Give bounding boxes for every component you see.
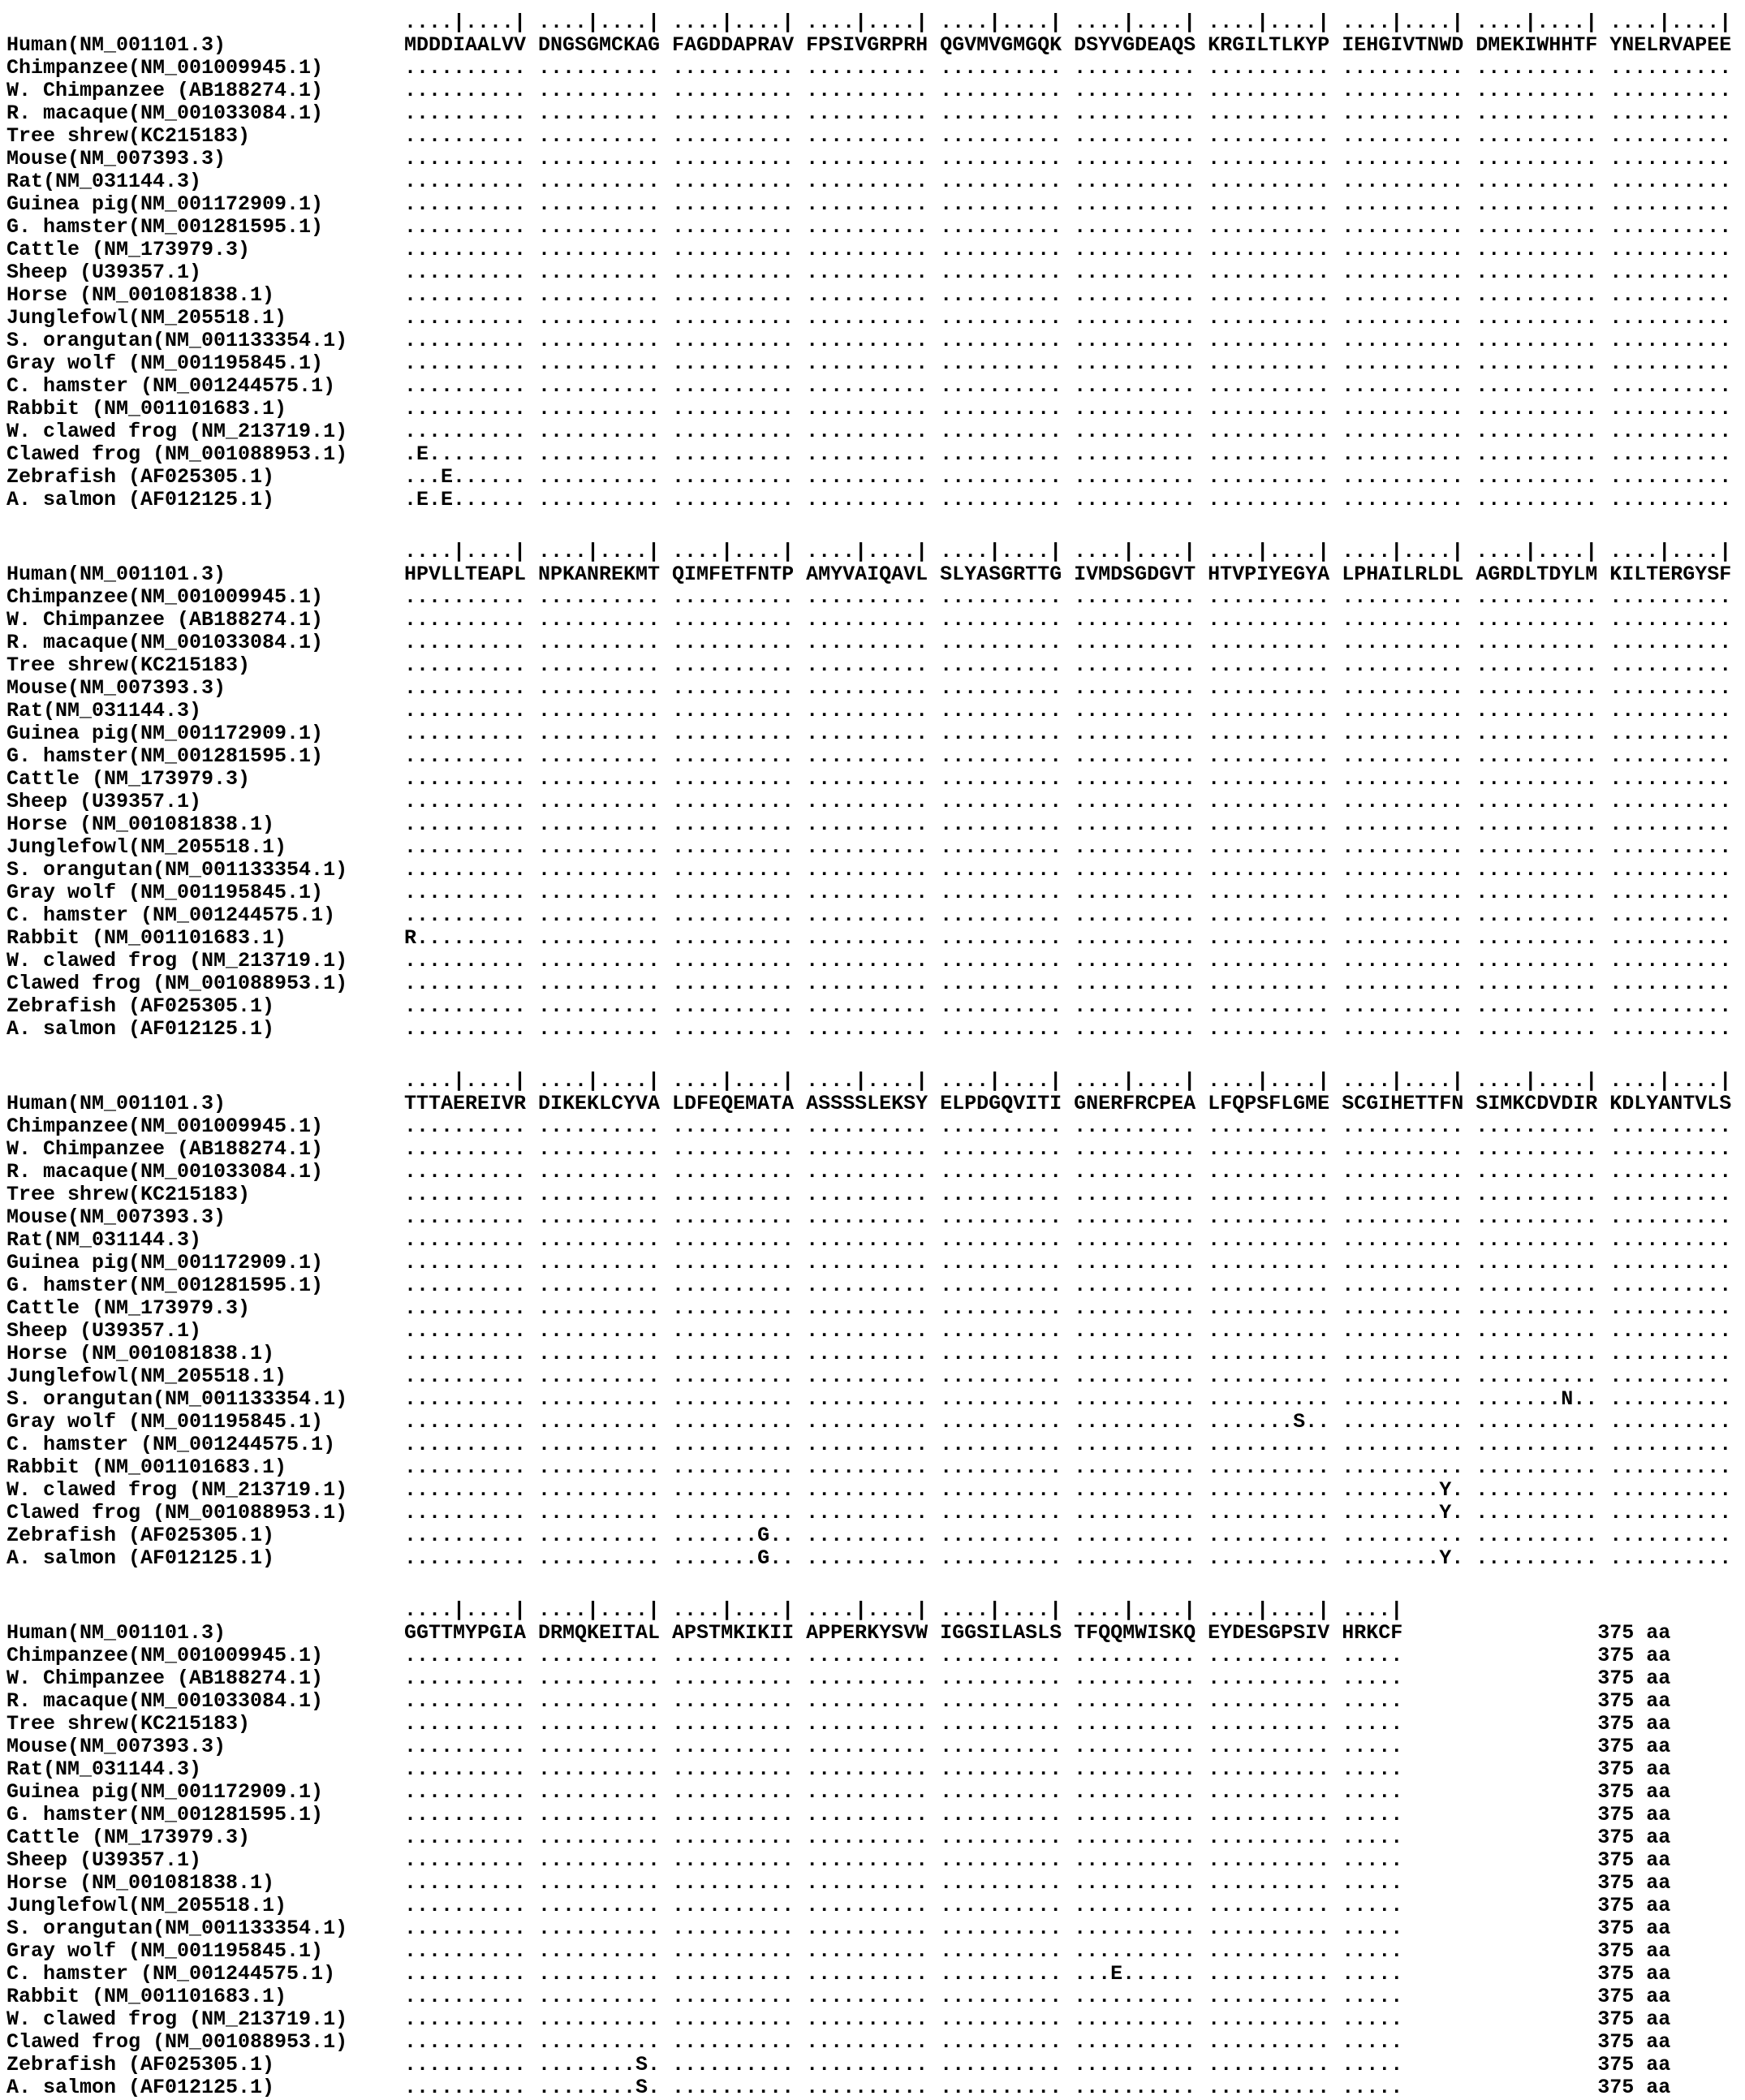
alignment-row xyxy=(0,1365,1745,1388)
aligned-sequence: .......... .......... .......... .......... .......... .......... .......... ..... 375 aa xyxy=(404,1939,1671,1963)
alignment-row xyxy=(0,586,1745,609)
alignment-row xyxy=(0,2008,1745,2031)
alignment-row xyxy=(0,995,1745,1018)
alignment-row xyxy=(0,904,1745,927)
position-ruler: ....|....| ....|....| ....|....| ....|....| ....|....| ....|....| ....|....| ....|....| ....|....| ....|....| xyxy=(404,11,1732,34)
alignment-row xyxy=(0,330,1745,352)
alignment-row xyxy=(0,1274,1745,1297)
position-ruler: ....|....| ....|....| ....|....| ....|....| ....|....| ....|....| ....|....| ....| xyxy=(404,1598,1403,1622)
alignment-row xyxy=(0,1018,1745,1041)
aligned-sequence: .......... .......... .......... .......... .......... .......... .......... ..... 375 aa xyxy=(404,1712,1671,1736)
alignment-row xyxy=(0,398,1745,420)
aligned-sequence: .......... .......... .......... .......... .......... .......... .......... .......... .......... .......... xyxy=(404,1342,1732,1365)
aligned-sequence: .......... .......... .......... .......... .......... .......... .......... .......... .......... .......... xyxy=(404,261,1732,284)
aligned-sequence: .......... .......... .......... .......... .......... .......... .......... .......... .......... .......... xyxy=(404,374,1732,398)
aligned-sequence: .......... .......... .......... .......... .......... .......... .......... ..... 375 aa xyxy=(404,2007,1671,2031)
species-label: Junglefowl(NM_205518.1) xyxy=(6,1895,287,1917)
alignment-row xyxy=(0,1252,1745,1274)
alignment-row xyxy=(0,1093,1745,1115)
alignment-row xyxy=(0,1622,1745,1645)
species-label: G. hamster(NM_001281595.1) xyxy=(6,745,324,768)
species-label: Rabbit (NM_001101683.1) xyxy=(6,1456,287,1479)
aligned-sequence: .......... .......... .......... .......... .......... ...E...... .......... ..... 375 aa xyxy=(404,1962,1671,1986)
species-label: Human(NM_001101.3) xyxy=(6,34,226,57)
alignment-row xyxy=(0,1895,1745,1917)
species-label: W. clawed frog (NM_213719.1) xyxy=(6,2008,348,2031)
species-label: Rat(NM_031144.3) xyxy=(6,700,202,722)
species-label: Clawed frog (NM_001088953.1) xyxy=(6,1502,348,1524)
alignment-row xyxy=(0,1804,1745,1826)
aligned-sequence: .......... .......... .......... .......... .......... .......... .......... .......... .......... .......... xyxy=(404,1319,1732,1343)
aligned-sequence: .......... .......... .......... .......... .......... .......... .......... .......... .......... .......... xyxy=(404,1017,1732,1041)
aligned-sequence: .......... .......... .......... .......... .......... .......... .......... ..... 375 aa xyxy=(404,1667,1671,1690)
alignment-row xyxy=(0,1917,1745,1940)
aligned-sequence: .......... .......... .......... .......... .......... .......... .......... .......... .......... .......... xyxy=(404,676,1732,700)
aligned-sequence: .......... .......... .......... .......... .......... .......... .......... .......... .......... .......... xyxy=(404,1115,1732,1138)
aligned-sequence: R......... .......... .......... .......... .......... .......... .......... .......... .......... .......... xyxy=(404,926,1732,950)
aligned-sequence: .......... .......... .......... .......... .......... .......... .......... .......... .......... .......... xyxy=(404,608,1732,632)
species-label: Guinea pig(NM_001172909.1) xyxy=(6,722,324,745)
species-label: Gray wolf (NM_001195845.1) xyxy=(6,1411,324,1434)
alignment-row xyxy=(0,972,1745,995)
species-label: Rat(NM_031144.3) xyxy=(6,1229,202,1252)
aligned-sequence: .......... .......... .......... .......... .......... .......... .......... .......... .......... .......... xyxy=(404,1137,1732,1161)
aligned-sequence: .E........ .......... .......... .......... .......... .......... .......... .......... .......... .......... xyxy=(404,442,1732,466)
aligned-sequence: .......... .......... .......... .......... .......... .......... .......... .......... .......... .......... xyxy=(404,994,1732,1018)
ruler-label-spacer xyxy=(0,11,404,34)
aligned-sequence: .......... .......... .......... .......... .......... .......... .......... .......... .......... .......... xyxy=(404,949,1732,972)
species-label: Cattle (NM_173979.3) xyxy=(6,239,251,261)
alignment-row xyxy=(0,1758,1745,1781)
species-label: Gray wolf (NM_001195845.1) xyxy=(6,352,324,375)
reference-sequence: MDDDIAALVV DNGSGMCKAG FAGDDAPRAV FPSIVGRPRH QGVMVGMGQK DSYVGDEAQS KRGILTLKYP IEHGIVTNWD DMEKIWHHTF YNELRVAPEE xyxy=(404,33,1732,57)
aligned-sequence: .......... .......... .......... .......... .......... .......... .......... .......... .......... .......... xyxy=(404,881,1732,904)
aligned-sequence: .......... .......... .......... .......... .......... .......... .......... .......... .......... .......... xyxy=(404,329,1732,352)
species-label: A. salmon (AF012125.1) xyxy=(6,2076,275,2099)
aligned-sequence: .......... .......... .......... .......... .......... .......... .......... .......... .......... .......... xyxy=(404,147,1732,170)
aligned-sequence: .......... .......... .......... .......... .......... .......... .......... .......... .......... .......... xyxy=(404,124,1732,148)
reference-sequence: TTTAEREIVR DIKEKLCYVA LDFEQEMATA ASSSSLEKSY ELPDGQVITI GNERFRCPEA LFQPSFLGME SCGIHETTFN SIMKCDVDIR KDLYANTVLS xyxy=(404,1092,1732,1115)
aligned-sequence: .......... .......... .......... .......... .......... .......... .......... .......... .......... .......... xyxy=(404,813,1732,836)
alignment-row xyxy=(0,1479,1745,1502)
aligned-sequence: .......... .......... .......... .......... .......... .......... .......... ..... 375 aa xyxy=(404,1826,1671,1849)
aligned-sequence: .......... .......... .......G.. .......... .......... .......... .......... ........Y. .......... .......... xyxy=(404,1546,1732,1570)
alignment-row xyxy=(0,125,1745,148)
aligned-sequence: .......... .......... .......... .......... .......... .......... .......... ..... 375 aa xyxy=(404,1848,1671,1872)
species-label: Cattle (NM_173979.3) xyxy=(6,1297,251,1320)
aligned-sequence: .......... .......... .......... .......... .......... .......... .......... .......... .......... .......... xyxy=(404,1228,1732,1252)
alignment-row xyxy=(0,1161,1745,1184)
alignment-block-3 xyxy=(0,1070,1745,1570)
alignment-row xyxy=(0,1713,1745,1736)
alignment-row xyxy=(0,2031,1745,2054)
alignment-row xyxy=(0,1138,1745,1161)
species-label: Junglefowl(NM_205518.1) xyxy=(6,307,287,330)
alignment-row xyxy=(0,1206,1745,1229)
aligned-sequence: .......... .......... .......... .......... .......... .......... .......... ..... 375 aa xyxy=(404,1644,1671,1667)
ruler-row xyxy=(0,11,1745,34)
species-label: S. orangutan(NM_001133354.1) xyxy=(6,859,348,882)
species-label: C. hamster (NM_001244575.1) xyxy=(6,1434,336,1456)
alignment-row xyxy=(0,375,1745,398)
alignment-block-4 xyxy=(0,1599,1745,2099)
alignment-row xyxy=(0,1229,1745,1252)
aligned-sequence: .......... .......... .......... .......... .......... .......... .......... ..... 375 aa xyxy=(404,1985,1671,2008)
aligned-sequence: .......... .......... .......... .......... .......... .......... .......... ..... 375 aa xyxy=(404,1735,1671,1758)
aligned-sequence: .......... .......... .......... .......... .......... .......... .......... .......... .......... .......... xyxy=(404,283,1732,307)
alignment-block-1 xyxy=(0,11,1745,511)
species-label: Guinea pig(NM_001172909.1) xyxy=(6,1252,324,1274)
alignment-row xyxy=(0,1940,1745,1963)
species-label: Human(NM_001101.3) xyxy=(6,1622,226,1645)
species-label: R. macaque(NM_001033084.1) xyxy=(6,632,324,654)
alignment-row xyxy=(0,216,1745,239)
aligned-sequence: .......... .......... .......G.. .......... .......... .......... .......... .......... .......... .......... xyxy=(404,1524,1732,1547)
species-label: S. orangutan(NM_001133354.1) xyxy=(6,1388,348,1411)
aligned-sequence: .......... .......... .......... .......... .......... .......... .......... .......... .......... .......... xyxy=(404,420,1732,443)
aligned-sequence: .......... .......... .......... .......... .......... .......... .......... .......... .......... .......... xyxy=(404,170,1732,193)
species-label: S. orangutan(NM_001133354.1) xyxy=(6,1917,348,1940)
aligned-sequence: .......... .......... .......... .......... .......... .......... .......... .......... .......... .......... xyxy=(404,351,1732,375)
alignment-row xyxy=(0,609,1745,632)
species-label: Tree shrew(KC215183) xyxy=(6,125,251,148)
species-label: Mouse(NM_007393.3) xyxy=(6,677,226,700)
alignment-row xyxy=(0,1736,1745,1758)
aligned-sequence: .......... .......... .......... .......... .......... .......... .......... ..... 375 aa xyxy=(404,1780,1671,1804)
alignment-row xyxy=(0,1297,1745,1320)
aligned-sequence: .......... .......... .......... .......... .......... .......... .......... .......... .......... .......... xyxy=(404,1251,1732,1274)
aligned-sequence: .......... .......... .......... .......... .......... .......... .......... .......... .......... .......... xyxy=(404,1160,1732,1184)
alignment-row xyxy=(0,284,1745,307)
aligned-sequence: .......... .......... .......... .......... .......... .......... .......... ........Y. .......... .......... xyxy=(404,1478,1732,1502)
position-ruler: ....|....| ....|....| ....|....| ....|....| ....|....| ....|....| ....|....| ....|....| ....|....| ....|....| xyxy=(404,1069,1732,1093)
aligned-sequence: .......... .......... .......... .......... .......... .......... .......... ..... 375 aa xyxy=(404,1894,1671,1917)
alignment-row xyxy=(0,34,1745,57)
alignment-row xyxy=(0,307,1745,330)
species-label: Sheep (U39357.1) xyxy=(6,261,202,284)
alignment-row xyxy=(0,1690,1745,1713)
species-label: Sheep (U39357.1) xyxy=(6,1320,202,1343)
species-label: A. salmon (AF012125.1) xyxy=(6,489,275,511)
aligned-sequence: .......... .......... .......... .......... .......... .......... .......... ..... 375 aa xyxy=(404,1757,1671,1781)
alignment-row xyxy=(0,489,1745,511)
alignment-row xyxy=(0,950,1745,972)
species-label: Junglefowl(NM_205518.1) xyxy=(6,836,287,859)
alignment-row xyxy=(0,148,1745,170)
species-label: Rabbit (NM_001101683.1) xyxy=(6,398,287,420)
aligned-sequence: .......... .......... .......... .......... .......... .......... .......... .......... .......... .......... xyxy=(404,699,1732,722)
species-label: G. hamster(NM_001281595.1) xyxy=(6,1804,324,1826)
species-label: W. Chimpanzee (AB188274.1) xyxy=(6,1667,324,1690)
species-label: Gray wolf (NM_001195845.1) xyxy=(6,882,324,904)
species-label: A. salmon (AF012125.1) xyxy=(6,1018,275,1041)
aligned-sequence: .......... .......... .......... .......... .......... .......... .......... .......... .......... .......... xyxy=(404,585,1732,609)
alignment-row xyxy=(0,927,1745,950)
alignment-row xyxy=(0,836,1745,859)
alignment-row xyxy=(0,1524,1745,1547)
aligned-sequence: .......... .......... .......... .......... .......... .......... .......... .......... .......... .......... xyxy=(404,767,1732,791)
species-label: Clawed frog (NM_001088953.1) xyxy=(6,2031,348,2054)
aligned-sequence: ...E...... .......... .......... .......... .......... .......... .......... .......... .......... .......... xyxy=(404,465,1732,489)
alignment-row xyxy=(0,563,1745,586)
alignment-row xyxy=(0,677,1745,700)
ruler-label-spacer xyxy=(0,1599,404,1622)
species-label: Mouse(NM_007393.3) xyxy=(6,1206,226,1229)
aligned-sequence: .......... .......... .......... .......... .......... .......... .......... ..... 375 aa xyxy=(404,1803,1671,1826)
alignment-row xyxy=(0,1849,1745,1872)
aligned-sequence: .......... .......... .......... .......... .......... .......... .......... ..... 375 aa xyxy=(404,1689,1671,1713)
species-label: Rabbit (NM_001101683.1) xyxy=(6,927,287,950)
species-label: A. salmon (AF012125.1) xyxy=(6,1547,275,1570)
alignment-row xyxy=(0,2054,1745,2076)
aligned-sequence: .......... .......... .......... .......... .......... .......... .......... .......... .......... .......... xyxy=(404,397,1732,420)
alignment-row xyxy=(0,239,1745,261)
alignment-row xyxy=(0,2076,1745,2099)
alignment-row xyxy=(0,1963,1745,1986)
alignment-row xyxy=(0,791,1745,813)
alignment-row xyxy=(0,1411,1745,1434)
species-label: Chimpanzee(NM_001009945.1) xyxy=(6,57,324,80)
aligned-sequence: .......... .......... .......... .......... .......... .......... .......... .......... .......N.. .......... xyxy=(404,1387,1732,1411)
species-label: Chimpanzee(NM_001009945.1) xyxy=(6,1645,324,1667)
species-label: Sheep (U39357.1) xyxy=(6,791,202,813)
alignment-row xyxy=(0,1986,1745,2008)
species-label: Rat(NM_031144.3) xyxy=(6,1758,202,1781)
aligned-sequence: .......... .......... .......... .......... .......... .......... .......... .......... .......... .......... xyxy=(404,1433,1732,1456)
alignment-row xyxy=(0,768,1745,791)
species-label: Zebrafish (AF025305.1) xyxy=(6,2054,275,2076)
alignment-row xyxy=(0,80,1745,102)
aligned-sequence: .......... .......... .......... .......... .......... .......... .......... .......... .......... .......... xyxy=(404,101,1732,125)
species-label: Cattle (NM_173979.3) xyxy=(6,768,251,791)
species-label: R. macaque(NM_001033084.1) xyxy=(6,1690,324,1713)
species-label: W. clawed frog (NM_213719.1) xyxy=(6,950,348,972)
species-label: Clawed frog (NM_001088953.1) xyxy=(6,972,348,995)
alignment-row xyxy=(0,700,1745,722)
species-label: R. macaque(NM_001033084.1) xyxy=(6,1161,324,1184)
species-label: W. Chimpanzee (AB188274.1) xyxy=(6,80,324,102)
alignment-row xyxy=(0,1547,1745,1570)
species-label: C. hamster (NM_001244575.1) xyxy=(6,904,336,927)
alignment-row xyxy=(0,352,1745,375)
alignment-row xyxy=(0,813,1745,836)
species-label: Horse (NM_001081838.1) xyxy=(6,813,275,836)
alignment-row xyxy=(0,654,1745,677)
aligned-sequence: .......... .......... .......... .......... .......... .......... .......... .......... .......... .......... xyxy=(404,744,1732,768)
species-label: Zebrafish (AF025305.1) xyxy=(6,995,275,1018)
aligned-sequence: .......... .......... .......... .......... .......... .......... .......... .......... .......... .......... xyxy=(404,972,1732,995)
species-label: Horse (NM_001081838.1) xyxy=(6,1872,275,1895)
alignment-row xyxy=(0,1434,1745,1456)
alignment-row xyxy=(0,1667,1745,1690)
species-label: Horse (NM_001081838.1) xyxy=(6,1343,275,1365)
alignment-row xyxy=(0,1115,1745,1138)
species-label: Tree shrew(KC215183) xyxy=(6,654,251,677)
species-label: W. Chimpanzee (AB188274.1) xyxy=(6,609,324,632)
ruler-row xyxy=(0,1070,1745,1093)
species-label: Mouse(NM_007393.3) xyxy=(6,148,226,170)
alignment-row xyxy=(0,1184,1745,1206)
species-label: G. hamster(NM_001281595.1) xyxy=(6,216,324,239)
ruler-label-spacer xyxy=(0,1070,404,1093)
aligned-sequence: .......... .......... .......... .......... .......... .......... .......... .......... .......... .......... xyxy=(404,653,1732,677)
alignment-row xyxy=(0,859,1745,882)
reference-sequence: GGTTMYPGIA DRMQKEITAL APSTMKIKII APPERKYSVW IGGSILASLS TFQQMWISKQ EYDESGPSIV HRKCF 375 aa xyxy=(404,1621,1671,1645)
alignment-row xyxy=(0,420,1745,443)
species-label: Zebrafish (AF025305.1) xyxy=(6,466,275,489)
species-label: Junglefowl(NM_205518.1) xyxy=(6,1365,287,1388)
species-label: Rabbit (NM_001101683.1) xyxy=(6,1986,287,2008)
alignment-row xyxy=(0,1388,1745,1411)
species-label: R. macaque(NM_001033084.1) xyxy=(6,102,324,125)
alignment-row xyxy=(0,745,1745,768)
species-label: C. hamster (NM_001244575.1) xyxy=(6,1963,336,1986)
species-label: Tree shrew(KC215183) xyxy=(6,1184,251,1206)
species-label: Tree shrew(KC215183) xyxy=(6,1713,251,1736)
species-label: Sheep (U39357.1) xyxy=(6,1849,202,1872)
species-label: Human(NM_001101.3) xyxy=(6,1093,226,1115)
species-label: C. hamster (NM_001244575.1) xyxy=(6,375,336,398)
species-label: Chimpanzee(NM_001009945.1) xyxy=(6,1115,324,1138)
aligned-sequence: .......... .......... .......... .......... .......... .......... .......... .......... .......... .......... xyxy=(404,1365,1732,1388)
alignment-row xyxy=(0,1502,1745,1524)
aligned-sequence: .......... .......... .......... .......... .......... .......... .......S.. .......... .......... .......... xyxy=(404,1410,1732,1434)
aligned-sequence: .......... ........S. .......... .......... .......... .......... .......... ..... 375 aa xyxy=(404,2053,1671,2076)
aligned-sequence: .......... .......... .......... .......... .......... .......... .......... .......... .......... .......... xyxy=(404,192,1732,216)
ruler-label-spacer xyxy=(0,541,404,563)
aligned-sequence: .......... ........S. .......... .......... .......... .......... .......... ..... 375 aa xyxy=(404,2076,1671,2099)
alignment-row xyxy=(0,261,1745,284)
species-label: Cattle (NM_173979.3) xyxy=(6,1826,251,1849)
species-label: Gray wolf (NM_001195845.1) xyxy=(6,1940,324,1963)
alignment-row xyxy=(0,102,1745,125)
aligned-sequence: .......... .......... .......... .......... .......... .......... .......... ........Y. .......... .......... xyxy=(404,1501,1732,1524)
aligned-sequence: .......... .......... .......... .......... .......... .......... .......... .......... .......... .......... xyxy=(404,631,1732,654)
species-label: G. hamster(NM_001281595.1) xyxy=(6,1274,324,1297)
alignment-row xyxy=(0,466,1745,489)
aligned-sequence: .......... .......... .......... .......... .......... .......... .......... .......... .......... .......... xyxy=(404,1274,1732,1297)
alignment-row xyxy=(0,1826,1745,1849)
species-label: Guinea pig(NM_001172909.1) xyxy=(6,1781,324,1804)
alignment-row xyxy=(0,1320,1745,1343)
species-label: W. Chimpanzee (AB188274.1) xyxy=(6,1138,324,1161)
species-label: W. clawed frog (NM_213719.1) xyxy=(6,1479,348,1502)
alignment-row xyxy=(0,1456,1745,1479)
alignment-row xyxy=(0,193,1745,216)
alignment-row xyxy=(0,443,1745,466)
aligned-sequence: .......... .......... .......... .......... .......... .......... .......... .......... .......... .......... xyxy=(404,56,1732,80)
aligned-sequence: .......... .......... .......... .......... .......... .......... .......... ..... 375 aa xyxy=(404,1871,1671,1895)
sequence-alignment xyxy=(0,11,1745,2099)
species-label: Guinea pig(NM_001172909.1) xyxy=(6,193,324,216)
aligned-sequence: .......... .......... .......... .......... .......... .......... .......... .......... .......... .......... xyxy=(404,79,1732,102)
aligned-sequence: .......... .......... .......... .......... .......... .......... .......... .......... .......... .......... xyxy=(404,722,1732,745)
aligned-sequence: .......... .......... .......... .......... .......... .......... .......... ..... 375 aa xyxy=(404,1917,1671,1940)
alignment-row xyxy=(0,170,1745,193)
alignment-row xyxy=(0,1645,1745,1667)
aligned-sequence: .......... .......... .......... .......... .......... .......... .......... .......... .......... .......... xyxy=(404,1296,1732,1320)
aligned-sequence: .E.E...... .......... .......... .......... .......... .......... .......... .......... .......... .......... xyxy=(404,488,1732,511)
species-label: S. orangutan(NM_001133354.1) xyxy=(6,330,348,352)
alignment-row xyxy=(0,1872,1745,1895)
aligned-sequence: .......... .......... .......... .......... .......... .......... .......... .......... .......... .......... xyxy=(404,1205,1732,1229)
ruler-row xyxy=(0,541,1745,563)
species-label: W. clawed frog (NM_213719.1) xyxy=(6,420,348,443)
aligned-sequence: .......... .......... .......... .......... .......... .......... .......... .......... .......... .......... xyxy=(404,1455,1732,1479)
aligned-sequence: .......... .......... .......... .......... .......... .......... .......... .......... .......... .......... xyxy=(404,215,1732,239)
species-label: Clawed frog (NM_001088953.1) xyxy=(6,443,348,466)
aligned-sequence: .......... .......... .......... .......... .......... .......... .......... .......... .......... .......... xyxy=(404,835,1732,859)
species-label: Rat(NM_031144.3) xyxy=(6,170,202,193)
alignment-row xyxy=(0,1781,1745,1804)
aligned-sequence: .......... .......... .......... .......... .......... .......... .......... .......... .......... .......... xyxy=(404,903,1732,927)
species-label: Chimpanzee(NM_001009945.1) xyxy=(6,586,324,609)
species-label: Horse (NM_001081838.1) xyxy=(6,284,275,307)
aligned-sequence: .......... .......... .......... .......... .......... .......... .......... .......... .......... .......... xyxy=(404,790,1732,813)
alignment-row xyxy=(0,722,1745,745)
alignment-row xyxy=(0,632,1745,654)
aligned-sequence: .......... .......... .......... .......... .......... .......... .......... .......... .......... .......... xyxy=(404,1183,1732,1206)
aligned-sequence: .......... .......... .......... .......... .......... .......... .......... .......... .......... .......... xyxy=(404,858,1732,882)
aligned-sequence: .......... .......... .......... .......... .......... .......... .......... .......... .......... .......... xyxy=(404,238,1732,261)
aligned-sequence: .......... .......... .......... .......... .......... .......... .......... ..... 375 aa xyxy=(404,2030,1671,2054)
species-label: Zebrafish (AF025305.1) xyxy=(6,1524,275,1547)
species-label: Human(NM_001101.3) xyxy=(6,563,226,586)
alignment-block-2 xyxy=(0,541,1745,1041)
species-label: Mouse(NM_007393.3) xyxy=(6,1736,226,1758)
alignment-row xyxy=(0,882,1745,904)
position-ruler: ....|....| ....|....| ....|....| ....|....| ....|....| ....|....| ....|....| ....|....| ....|....| ....|....| xyxy=(404,540,1732,563)
aligned-sequence: .......... .......... .......... .......... .......... .......... .......... .......... .......... .......... xyxy=(404,306,1732,330)
ruler-row xyxy=(0,1599,1745,1622)
alignment-row xyxy=(0,1343,1745,1365)
alignment-row xyxy=(0,57,1745,80)
reference-sequence: HPVLLTEAPL NPKANREKMT QIMFETFNTP AMYVAIQAVL SLYASGRTTG IVMDSGDGVT HTVPIYEGYA LPHAILRLDL AGRDLTDYLM KILTERGYSF xyxy=(404,563,1732,586)
